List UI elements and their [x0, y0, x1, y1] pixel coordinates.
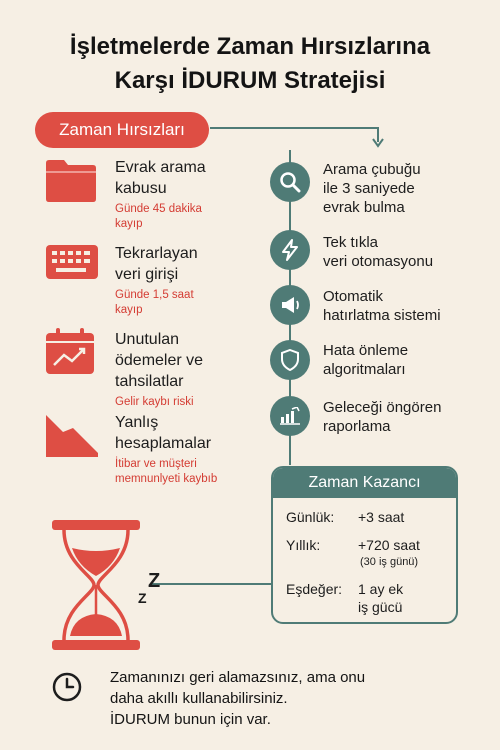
solution-text: algoritmaları: [323, 361, 406, 378]
gain-row-sub: (30 iş günü): [360, 556, 419, 568]
gain-row-label: Yıllık:: [286, 537, 321, 553]
gain-row-value: +720 saat: [358, 537, 420, 553]
solution-text: Arama çubuğu: [323, 161, 421, 178]
page-title-line-2: Karşı İDURUM Stratejisi: [114, 67, 386, 94]
solution-error-prevention: [323, 341, 408, 379]
thief-item-data-entry: [115, 243, 260, 318]
thief-loss: İtibar ve müşteri: [115, 458, 197, 470]
thief-title: Tekrarlayan: [115, 245, 198, 262]
gain-row-value-cont: iş gücü: [358, 599, 403, 615]
gain-row-label: Eşdeğer:: [286, 581, 343, 597]
thief-title: hesaplamalar: [115, 435, 212, 452]
solution-forecast-reporting: [323, 398, 441, 436]
lightning-icon: [270, 230, 310, 270]
footer-line: İDURUM bunun için var.: [110, 711, 271, 728]
solution-text: evrak bulma: [323, 199, 405, 216]
hourglass-icon: [50, 518, 142, 652]
thief-loss: Günde 1,5 saat: [115, 289, 194, 301]
connector-arrow: [205, 120, 395, 160]
thief-title: tahsilatlar: [115, 373, 184, 390]
clock-icon: [52, 672, 82, 702]
thief-loss: kayıp: [115, 304, 143, 316]
time-thieves-pill: Zaman Hırsızları: [35, 112, 209, 148]
calendar-icon: [45, 327, 95, 375]
sleep-z-large: Z: [148, 570, 161, 592]
gain-row-label: Günlük:: [286, 509, 335, 525]
thief-title: veri girişi: [115, 266, 179, 283]
gain-row-value: +3 saat: [358, 509, 405, 525]
megaphone-icon: [270, 285, 310, 325]
solution-text: Geleceği öngören: [323, 399, 442, 416]
thief-item-miscalculation: [115, 412, 265, 487]
thief-title: kabusu: [115, 180, 167, 197]
solution-search: [323, 160, 421, 217]
shield-icon: [270, 340, 310, 380]
thief-title: Unutulan: [115, 331, 180, 348]
folder-icon: [45, 159, 97, 203]
solution-automation: [323, 233, 433, 271]
keyboard-icon: [45, 244, 99, 280]
sleep-z-small: Z: [138, 590, 147, 606]
footer-message: [110, 667, 365, 730]
thief-loss: Gelir kaybı riski: [115, 396, 194, 408]
thief-title: Yanlış: [115, 414, 159, 431]
thief-item-payments: [115, 329, 260, 410]
decline-chart-icon: [45, 414, 99, 458]
time-gain-title: Zaman Kazancı: [273, 468, 456, 498]
thief-title: Evrak arama: [115, 159, 206, 176]
solution-reminders: [323, 287, 441, 325]
search-icon: [270, 162, 310, 202]
solution-text: ile 3 saniyede: [323, 180, 415, 197]
footer-line: Zamanınızı geri alamazsınız, ama onu: [110, 669, 366, 686]
thief-loss: kayıp: [115, 218, 143, 230]
thief-loss: memnunlyeti kaybıb: [115, 473, 218, 485]
page-title-line-1: İşletmelerde Zaman Hırsızlarına: [69, 33, 431, 60]
gain-row-value: 1 ay ek: [358, 581, 404, 597]
box-connector: [150, 583, 272, 585]
footer-line: daha akıllı kullanabilirsiniz.: [110, 690, 288, 707]
solution-text: raporlama: [323, 418, 391, 435]
solution-text: Otomatik: [323, 288, 384, 305]
solution-text: hatırlatma sistemi: [323, 307, 441, 324]
bar-chart-icon: [270, 396, 310, 436]
thief-loss: Günde 45 dakika: [115, 203, 202, 215]
solution-text: Hata önleme: [323, 342, 409, 359]
thief-item-document-search: [115, 157, 260, 232]
thief-title: ödemeler ve: [115, 352, 204, 369]
solution-text: veri otomasyonu: [323, 253, 434, 270]
solution-text: Tek tıkla: [323, 234, 379, 251]
